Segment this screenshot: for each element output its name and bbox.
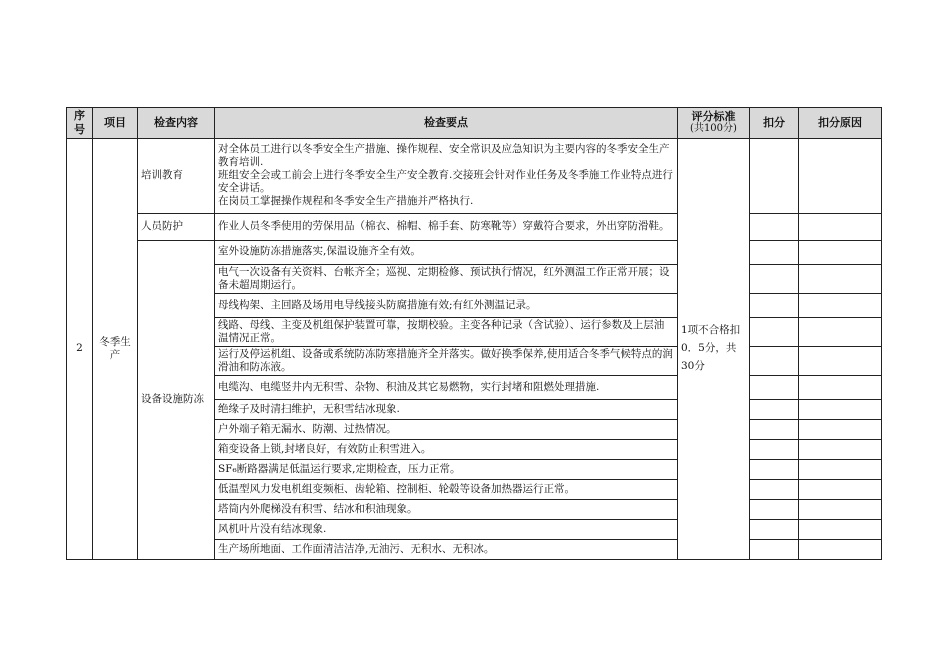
reason-cell[interactable] — [799, 540, 882, 560]
header-content: 检查内容 — [138, 108, 215, 139]
deduct-cell[interactable] — [750, 420, 799, 440]
deduct-cell[interactable] — [750, 317, 799, 346]
table-row — [67, 138, 882, 213]
header-reason: 扣分原因 — [799, 108, 882, 139]
training-point: 在岗员工掌握操作规程和冬季安全生产措施并严格执行. — [218, 195, 474, 208]
deduct-cell[interactable] — [750, 264, 799, 293]
equipment-point: 电气一次设备有关资料、台帐齐全；巡视、定期检修、预试执行情况，红外测温工作正常开展；设备未超周期运行。 — [215, 264, 678, 293]
reason-cell[interactable] — [799, 400, 882, 420]
deduct-cell[interactable] — [750, 480, 799, 500]
equipment-point: 箱变设备上锁,封堵良好，有效防止积雪进入。 — [215, 440, 678, 460]
header-standard-title: 评分标准 — [691, 109, 736, 123]
category-protection: 人员防护 — [138, 213, 215, 240]
deduct-cell[interactable] — [750, 440, 799, 460]
training-point: 对全体员工进行以冬季安全生产措施、操作规程、安全常识及应急知识为主要内容的冬季安全生产教育培训. — [218, 142, 670, 168]
equipment-point: 生产场所地面、工作面清洁洁净,无油污、无积水、无积冰。 — [215, 540, 678, 560]
equipment-point: 线路、母线、主变及机组保护装置可靠，按期校验。主变各种记录（含试验）、运行参数及上层油温情况正常。 — [215, 317, 678, 346]
training-points — [215, 138, 678, 213]
section-item: 冬季生产 — [93, 138, 138, 560]
reason-cell[interactable] — [799, 293, 882, 317]
protection-point: 作业人员冬季使用的劳保用品（棉衣、棉帽、棉手套、防寒靴等）穿戴符合要求，外出穿防滑鞋。 — [215, 213, 678, 240]
deduct-cell[interactable] — [750, 213, 799, 240]
scoring-standard: 1项不合格扣0．5分，共30分 — [678, 138, 750, 560]
reason-cell[interactable] — [799, 264, 882, 293]
equipment-point: 绝缘子及时清扫维护，无积雪结冰现象. — [215, 400, 678, 420]
reason-cell[interactable] — [799, 213, 882, 240]
table-row — [67, 213, 882, 240]
reason-cell[interactable] — [799, 317, 882, 346]
deduct-cell[interactable] — [750, 540, 799, 560]
equipment-point: 母线构架、主回路及场用电导线接头防腐措施有效;有红外测温记录。 — [215, 293, 678, 317]
reason-cell[interactable] — [799, 240, 882, 264]
reason-cell[interactable] — [799, 520, 882, 540]
header-standard-sub: (共100分) — [690, 123, 737, 135]
reason-cell[interactable] — [799, 138, 882, 213]
reason-cell[interactable] — [799, 420, 882, 440]
equipment-point: SF₆断路器满足低温运行要求,定期检查，压力正常。 — [215, 460, 678, 480]
deduct-cell[interactable] — [750, 520, 799, 540]
equipment-point: 风机叶片没有结冰现象. — [215, 520, 678, 540]
reason-cell[interactable] — [799, 376, 882, 400]
category-training: 培训教育 — [138, 138, 215, 213]
deduct-cell[interactable] — [750, 400, 799, 420]
reason-cell[interactable] — [799, 347, 882, 376]
deduct-cell[interactable] — [750, 293, 799, 317]
reason-cell[interactable] — [799, 460, 882, 480]
deduct-cell[interactable] — [750, 240, 799, 264]
equipment-point: 低温型风力发电机组变频柜、齿轮箱、控制柜、轮毂等设备加热器运行正常。 — [215, 480, 678, 500]
header-deduct: 扣分 — [750, 108, 799, 139]
equipment-point: 运行及停运机组、设备或系统防冻防寒措施齐全并落实。做好换季保养,使用适合冬季气候特点的润滑油和防冻液。 — [215, 347, 678, 376]
reason-cell[interactable] — [799, 500, 882, 520]
deduct-cell[interactable] — [750, 347, 799, 376]
equipment-point: 户外端子箱无漏水、防潮、过热情况。 — [215, 420, 678, 440]
equipment-point: 电缆沟、电缆竖井内无积雪、杂物、积油及其它易燃物，实行封堵和阻燃处理措施. — [215, 376, 678, 400]
category-equipment: 设备设施防冻 — [138, 240, 215, 560]
table-row — [67, 240, 882, 264]
deduct-cell[interactable] — [750, 138, 799, 213]
deduct-cell[interactable] — [750, 376, 799, 400]
deduct-cell[interactable] — [750, 460, 799, 480]
section-no: 2 — [67, 138, 93, 560]
header-item: 项目 — [93, 108, 138, 139]
training-point: 班组安全会或工前会上进行冬季安全生产安全教育.交接班会针对作业任务及冬季施工作业特点进行安全讲话。 — [218, 168, 673, 195]
deduct-cell[interactable] — [750, 500, 799, 520]
header-points: 检查要点 — [215, 108, 678, 139]
equipment-point: 室外设施防冻措施落实,保温设施齐全有效。 — [215, 240, 678, 264]
equipment-point: 塔筒内外爬梯没有积雪、结冰和积油现象。 — [215, 500, 678, 520]
header-standard — [678, 108, 750, 139]
winter-safety-checklist-table — [66, 107, 882, 560]
reason-cell[interactable] — [799, 440, 882, 460]
header-no: 序号 — [67, 108, 93, 139]
header-row — [67, 108, 882, 139]
reason-cell[interactable] — [799, 480, 882, 500]
